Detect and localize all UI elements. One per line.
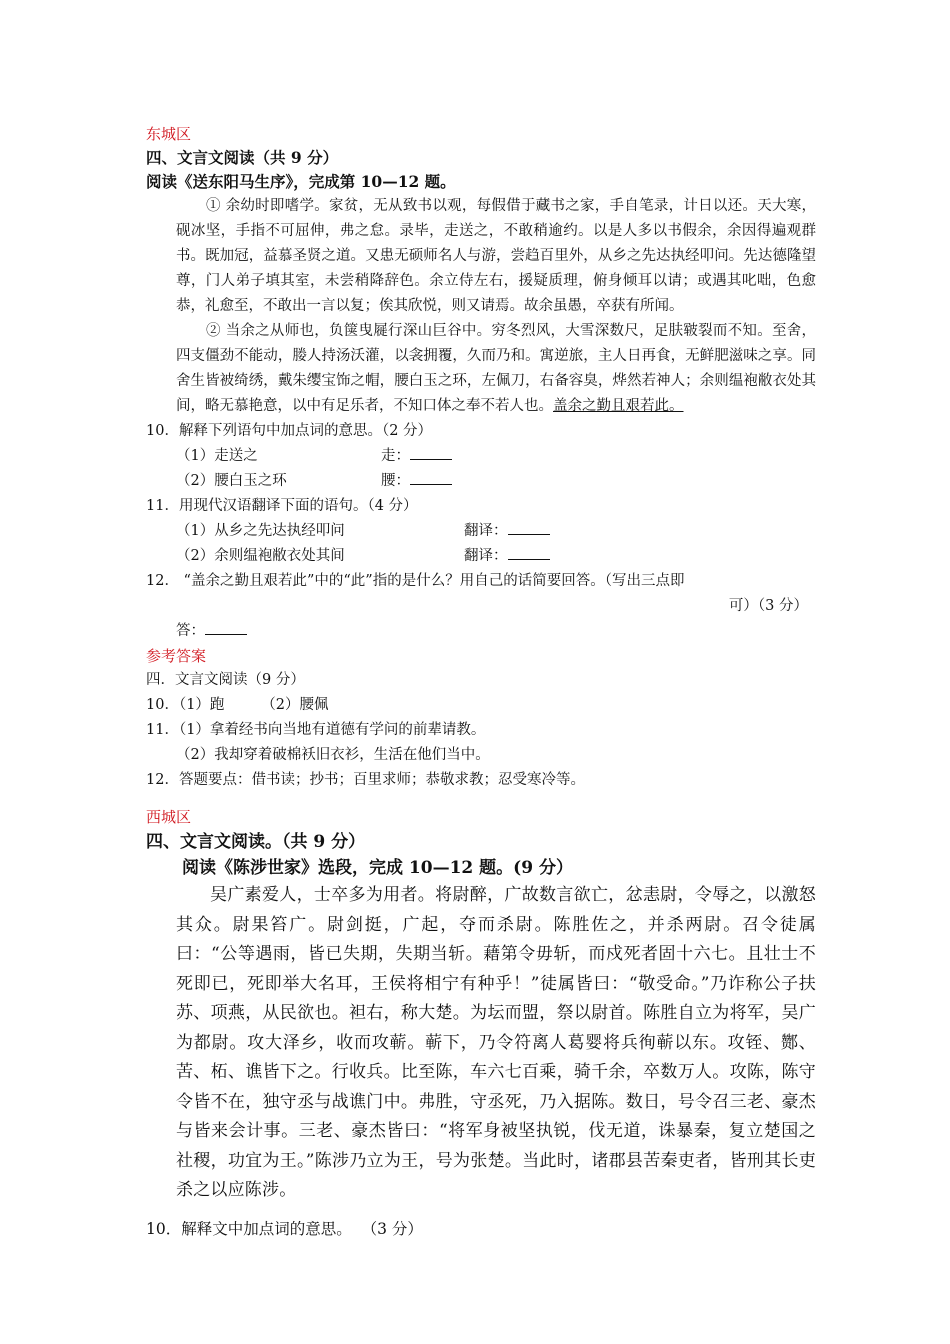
question-11-1-label: 翻译： [464,523,508,539]
answer-blank[interactable] [410,469,452,485]
instruction-east: 阅读《送东阳马生序》，完成第 10—12 题。 [146,172,456,191]
question-12-continued: 可）（3 分） [728,598,808,614]
passage-paragraph-2 [146,319,816,419]
question-11-1 [146,519,816,544]
underlined-sentence: 盖余之勤且艰若此。 [553,398,684,414]
instruction-west: 阅读《陈涉世家》选段，完成 10—12 题。(9 分） [182,858,573,878]
spacer [146,1206,816,1216]
question-11-2 [146,544,816,569]
district-label-east: 东城区 [146,125,192,143]
question-11-2-label: 翻译： [464,548,508,564]
passage-paragraph-2-text: ② 当余之从师也，负箧曳屣行深山巨谷中。穷冬烈风，大雪深数尺，足肤皲裂而不知。至舍，四支僵劲不能动，媵人持汤沃灌，以衾拥覆，久而乃和。寓逆旅，主人日再食，无鲜肥滋味之享。同舍生皆被绮绣，戴朱缨宝饰之帽，腰白玉之环，左佩刀，右备容臭，烨然若神人；余则缊袍敝衣处其间，略无慕艳意，以中有足乐者，不知口体之奉不若人也。 [176,323,816,414]
passage-paragraph-1: ① 余幼时即嗜学。家贫，无从致书以观，每假借于藏书之家，手自笔录，计日以还。天大寒，砚冰坚，手指不可屈伸，弗之怠。录毕，走送之，不敢稍逾约。以是人多以书假余，余因得遍观群书。既加冠，益慕圣贤之道。又患无硕师名人与游，尝趋百里外，从乡之先达执经叩问。先达德隆望尊，门人弟子填其室，未尝稍降辞色。余立侍左右，援疑质理，俯身倾耳以请；或遇其叱咄，色愈恭，礼愈至，不敢出一言以复；俟其欣悦，则又请焉。故余虽愚，卒获有所闻。 [176,198,816,314]
question-12-answer [146,619,816,644]
passage-paragraph-west: 吴广素爱人，士卒多为用者。将尉醉，广故数言欲亡，忿恚尉，令辱之，以激怒其众。尉果笞广。尉剑挺，广起，夺而杀尉。陈胜佐之，并杀两尉。召令徒属曰：“公等遇雨，皆已失期，失期当斩。藉第令毋斩，而戍死者固十六七。且壮士不死即已，死即举大名耳，王侯将相宁有种乎！”徒属皆曰：“敬受命。”乃诈称公子扶苏、项燕，从民欲也。袒右，称大楚。为坛而盟，祭以尉首。陈胜自立为将军，吴广为都尉。攻大泽乡，收而攻蕲。蕲下，乃令符离人葛婴将兵徇蕲以东。攻铚、酂、苦、柘、谯皆下之。行收兵。比至陈，车六七百乘，骑千余，卒数万人。攻陈，陈守令皆不在，独守丞与战谯门中。弗胜，守丞死，乃入据陈。数日，号令召三老、豪杰与皆来会计事。三老、豪杰皆曰：“将军身被坚执锐，伐无道，诛暴秦，复立楚国之社稷，功宜为王。”陈涉乃立为王，号为张楚。当此时，诸郡县苦秦吏者，皆刑其长吏杀之以应陈涉。 [176,885,816,1200]
question-10-1-label: 走： [381,448,410,464]
answer-blank[interactable] [205,619,247,635]
answer-10: 10．（1）跑 （2）腰佩 [146,697,329,713]
question-10-2-text: （2）腰白玉之环 [176,473,287,489]
question-12-answer-label: 答： [176,623,205,639]
question-10-1 [146,444,816,469]
answer-blank[interactable] [410,444,452,460]
question-10-west: 10．解释文中加点词的意思。 （3 分） [146,1219,423,1238]
question-11-2-text: （2）余则缊袍敝衣处其间 [176,548,345,564]
answer-section-title: 四．文言文阅读（9 分） [146,672,305,688]
question-10-east: 10．解释下列语句中加点词的意思。（2 分） [146,423,433,439]
question-10-2 [146,469,816,494]
answer-11-2: （2）我却穿着破棉袄旧衣衫，生活在他们当中。 [176,747,490,763]
question-10-2-label: 腰： [381,473,410,489]
answer-12: 12．答题要点：借书读；抄书；百里求师；恭敬求教；忍受寒冷等。 [146,772,585,788]
section-gap [146,793,816,805]
section-title-east: 四、文言文阅读（共 9 分） [146,148,339,167]
answer-blank[interactable] [508,544,550,560]
question-12-east: 12． “盖余之勤且艰若此”中的“此”指的是什么？用自己的话简要回答。（写出三点即 [146,573,685,589]
district-label-west: 西城区 [146,808,192,826]
section-title-west: 四、文言文阅读。（共 9 分） [146,832,366,852]
answer-blank[interactable] [508,519,550,535]
answer-heading: 参考答案 [146,647,207,665]
question-11-1-text: （1）从乡之先达执经叩问 [176,523,345,539]
question-11-east: 11．用现代汉语翻译下面的语句。（4 分） [146,498,418,514]
answer-11-1: 11．（1）拿着经书向当地有道德有学问的前辈请教。 [146,722,486,738]
question-10-1-text: （1）走送之 [176,448,258,464]
document-page [146,122,816,1242]
